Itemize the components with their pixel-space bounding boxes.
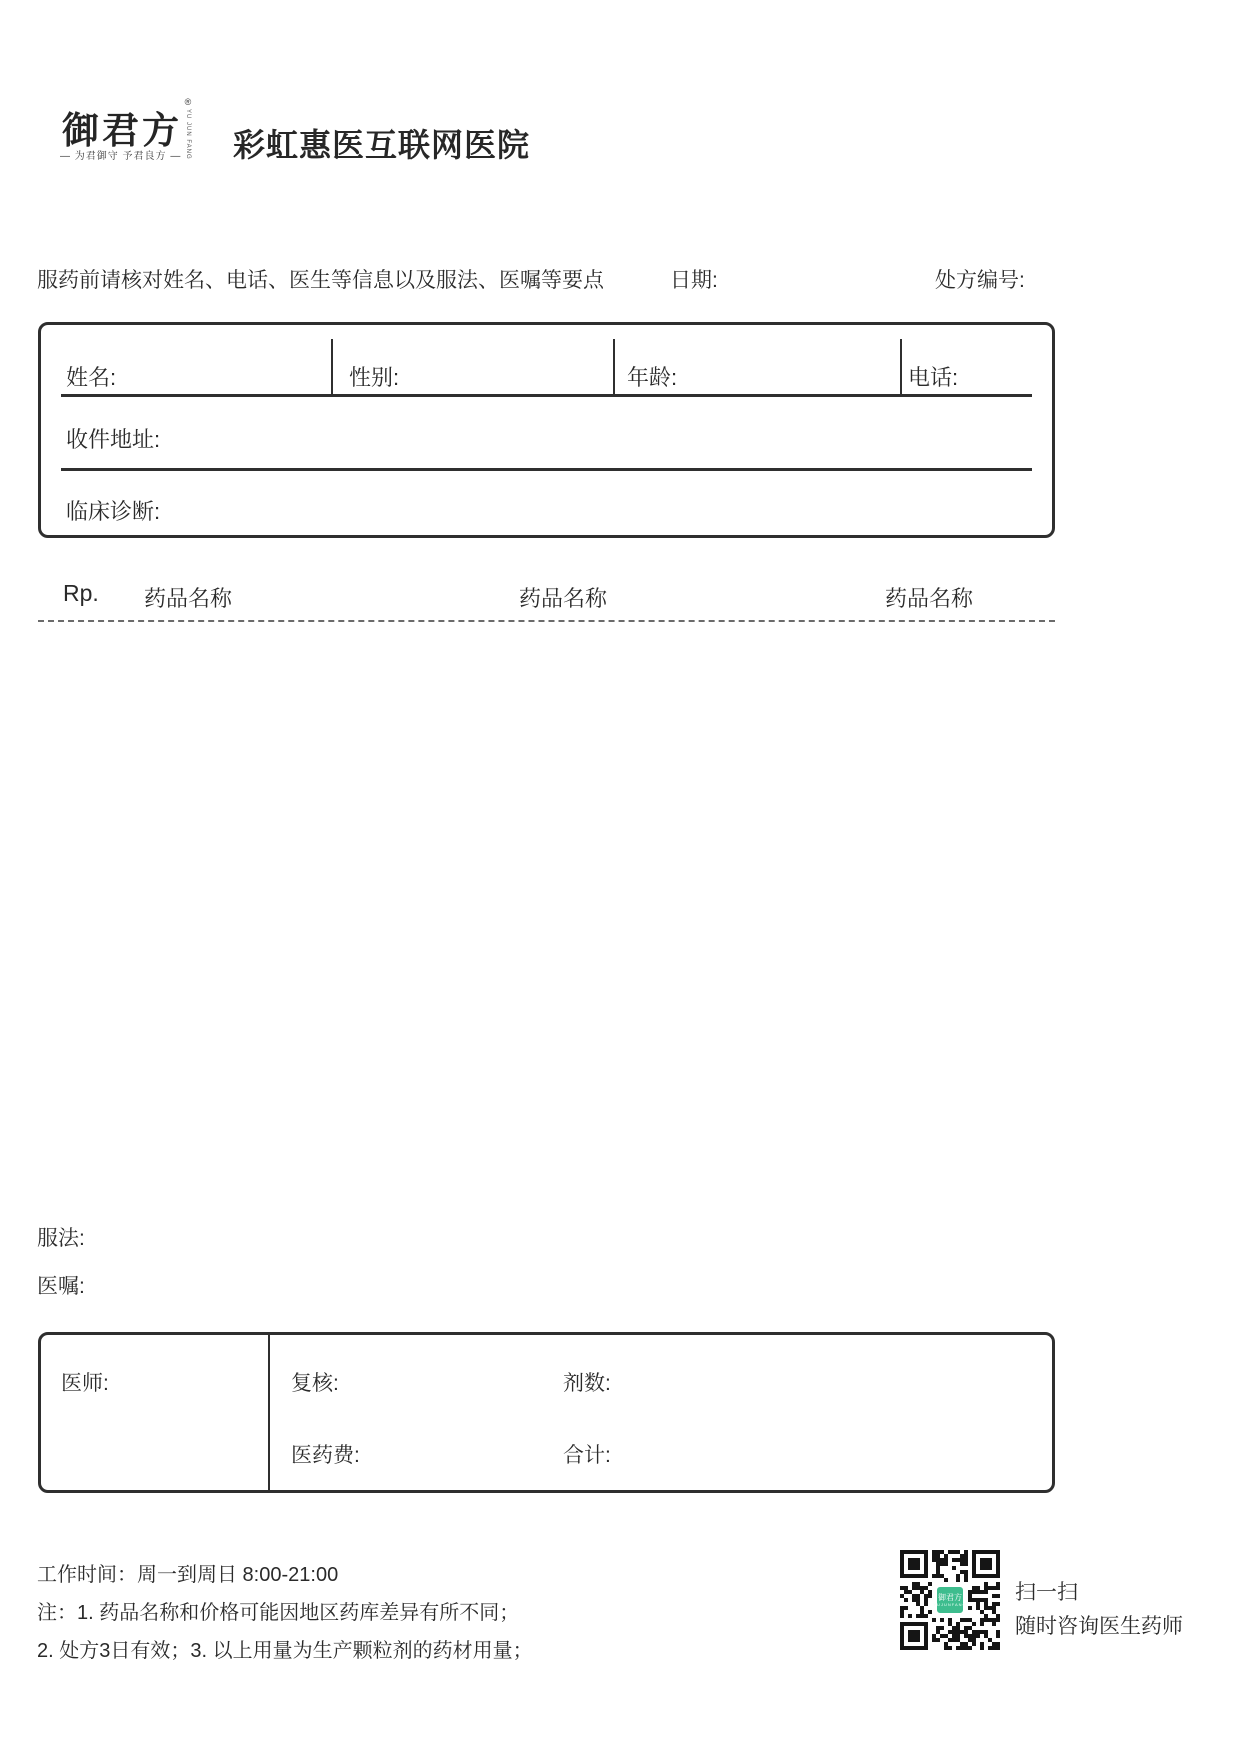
- date-label: 日期:: [670, 269, 718, 292]
- clinical-diagnosis-label: 临床诊断:: [66, 499, 161, 524]
- qr-finder-top-left: [900, 1550, 928, 1578]
- drug-name-column-2: 药品名称: [519, 586, 608, 611]
- shipping-address-label: 收件地址:: [66, 427, 161, 452]
- review-label: 复核:: [291, 1372, 339, 1395]
- patient-box-divider-3: [900, 339, 902, 397]
- qr-finder-top-right: [972, 1550, 1000, 1578]
- qr-center-logo: [934, 1584, 966, 1616]
- usage-label: 服法:: [37, 1227, 85, 1250]
- signoff-box-divider: [268, 1335, 270, 1490]
- patient-gender-label: 性别:: [349, 365, 400, 390]
- scan-subtitle: 随时咨询医生药师: [1015, 1615, 1183, 1638]
- qr-code: [900, 1550, 1000, 1650]
- hospital-title: 彩虹惠医互联网医院: [233, 127, 531, 163]
- scan-title: 扫一扫: [1015, 1581, 1078, 1604]
- rp-label: Rp.: [63, 580, 99, 606]
- qr-finder-bottom-left: [900, 1622, 928, 1650]
- patient-phone-label: 电话:: [908, 365, 959, 390]
- note-line-2: 2. 处方3日有效；3. 以上用量为生产颗粒剂的药材用量；: [37, 1640, 533, 1662]
- physician-label: 医师:: [61, 1372, 109, 1395]
- dose-count-label: 剂数:: [563, 1372, 611, 1395]
- rx-number-label: 处方编号:: [935, 269, 1025, 292]
- medical-fee-label: 医药费:: [291, 1444, 360, 1467]
- brand-logo-side: [181, 98, 195, 160]
- patient-box-row-line-1: [61, 394, 1032, 397]
- drug-name-column-1: 药品名称: [144, 586, 233, 611]
- patient-box-row-line-2: [61, 468, 1032, 471]
- work-hours-text: 工作时间：周一到周日 8:00-21:00: [37, 1564, 339, 1586]
- brand-logo-text: 御君方: [62, 108, 182, 152]
- brand-logo-vertical-text: YU JUN FANG: [185, 109, 191, 160]
- dashed-separator: [38, 620, 1055, 622]
- patient-info-box: [38, 322, 1055, 538]
- registered-trademark-icon: ®: [184, 97, 192, 107]
- patient-name-label: 姓名:: [66, 365, 117, 390]
- doctor-advice-label: 医嘱:: [37, 1275, 85, 1298]
- patient-box-divider-1: [331, 339, 333, 397]
- brand-tagline: — 为君御守 予君良方 —: [60, 151, 182, 162]
- drug-name-column-3: 药品名称: [885, 586, 974, 611]
- total-label: 合计:: [563, 1444, 611, 1467]
- qr-center-logo-subtext: YUJUNFANG: [933, 1602, 967, 1607]
- signoff-box: [38, 1332, 1055, 1493]
- note-line-1: 注：1. 药品名称和价格可能因地区药库差异有所不同；: [37, 1602, 520, 1624]
- medication-notice-text: 服药前请核对姓名、电话、医生等信息以及服法、医嘱等要点: [37, 269, 604, 292]
- qr-center-logo-text: 御君方: [938, 1593, 962, 1602]
- patient-age-label: 年龄:: [627, 365, 678, 390]
- patient-box-divider-2: [613, 339, 615, 397]
